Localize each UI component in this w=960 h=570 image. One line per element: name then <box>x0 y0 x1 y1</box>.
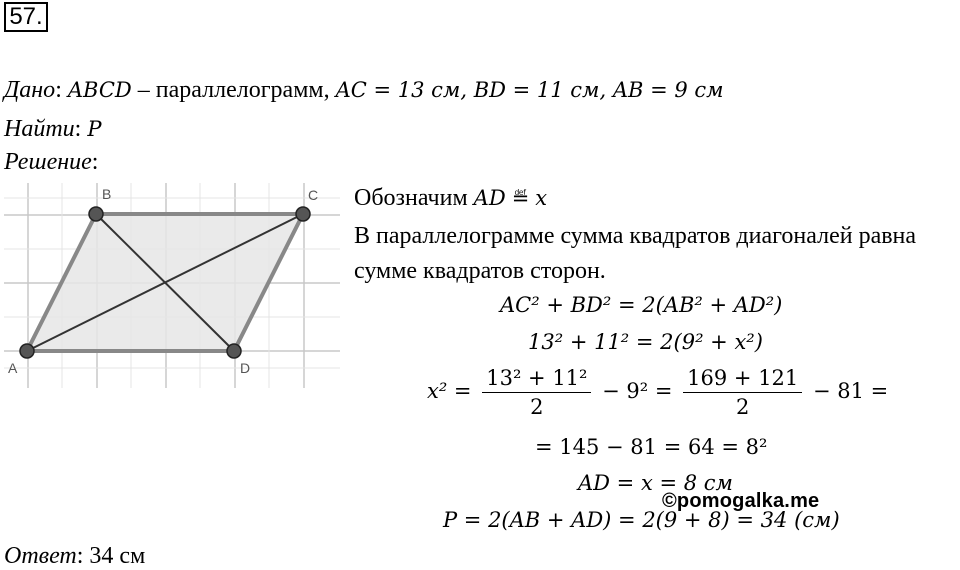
eq3-frac2-denominator: 2 <box>736 395 750 419</box>
eq3-fraction-2 <box>683 364 802 421</box>
given-label: Дано <box>4 77 56 103</box>
equation-6: P = 2(AB + AD) = 2(9 + 8) = 34 (см) <box>443 508 840 532</box>
equation-4: = 145 − 81 = 64 = 8² <box>535 435 768 459</box>
label-b: B <box>102 186 112 202</box>
equation-3 <box>427 364 888 421</box>
given-line <box>4 76 724 104</box>
find-value: P <box>87 117 102 141</box>
eq3-end: − 81 = <box>812 379 889 403</box>
denote-var: AD <box>473 186 506 210</box>
equation-2: 13² + 11² = 2(9² + x²) <box>528 330 763 354</box>
solution-label: Решение <box>4 149 92 175</box>
eq3-lhs: x² = <box>427 379 472 403</box>
eq3-middle: − 9² = <box>602 379 673 403</box>
find-colon: : <box>74 116 82 142</box>
solution-line <box>4 148 98 176</box>
watermark: ©pomogalka.me <box>662 490 820 512</box>
answer-value: 34 см <box>83 543 146 569</box>
eq3-frac1-numerator: 13² + 11² <box>482 364 591 393</box>
vertex-a <box>20 344 34 358</box>
find-line <box>4 115 101 143</box>
equation-1: AC² + BD² = 2(AB² + AD²) <box>500 293 783 317</box>
solution-colon: : <box>91 149 99 175</box>
eq3-frac1-denominator: 2 <box>530 395 544 419</box>
equation-5: AD = x = 8 см <box>578 471 733 495</box>
eq3-fraction-1 <box>482 364 591 421</box>
given-figure: ABCD <box>67 78 132 102</box>
vertex-b <box>89 207 103 221</box>
denote-line <box>354 184 547 212</box>
answer-label: Ответ <box>4 543 77 569</box>
denote-symbol: ≝ <box>511 186 530 210</box>
theorem-line-1: В параллелограмме сумма квадратов диагоналей равна <box>354 223 917 249</box>
label-d: D <box>240 360 251 376</box>
problem-number: 57. <box>4 2 48 32</box>
given-dash-text: – параллелограмм, <box>131 77 336 103</box>
given-ab: AB = 9 см <box>612 78 724 102</box>
denote-prefix: Обозначим <box>354 185 474 211</box>
label-c: C <box>308 187 319 203</box>
given-colon: : <box>55 77 62 103</box>
given-ac: AC = 13 см, <box>335 78 474 102</box>
eq3-frac2-numerator: 169 + 121 <box>683 364 802 393</box>
label-a: A <box>8 360 18 376</box>
find-label: Найти <box>4 116 75 142</box>
theorem-line-2: сумме квадратов сторон. <box>354 258 606 284</box>
parallelogram-figure <box>4 183 340 388</box>
vertex-d <box>227 344 241 358</box>
denote-x: x <box>535 186 548 210</box>
given-bd: BD = 11 см, <box>473 78 613 102</box>
answer-colon: : <box>76 543 84 569</box>
vertex-c <box>296 207 310 221</box>
